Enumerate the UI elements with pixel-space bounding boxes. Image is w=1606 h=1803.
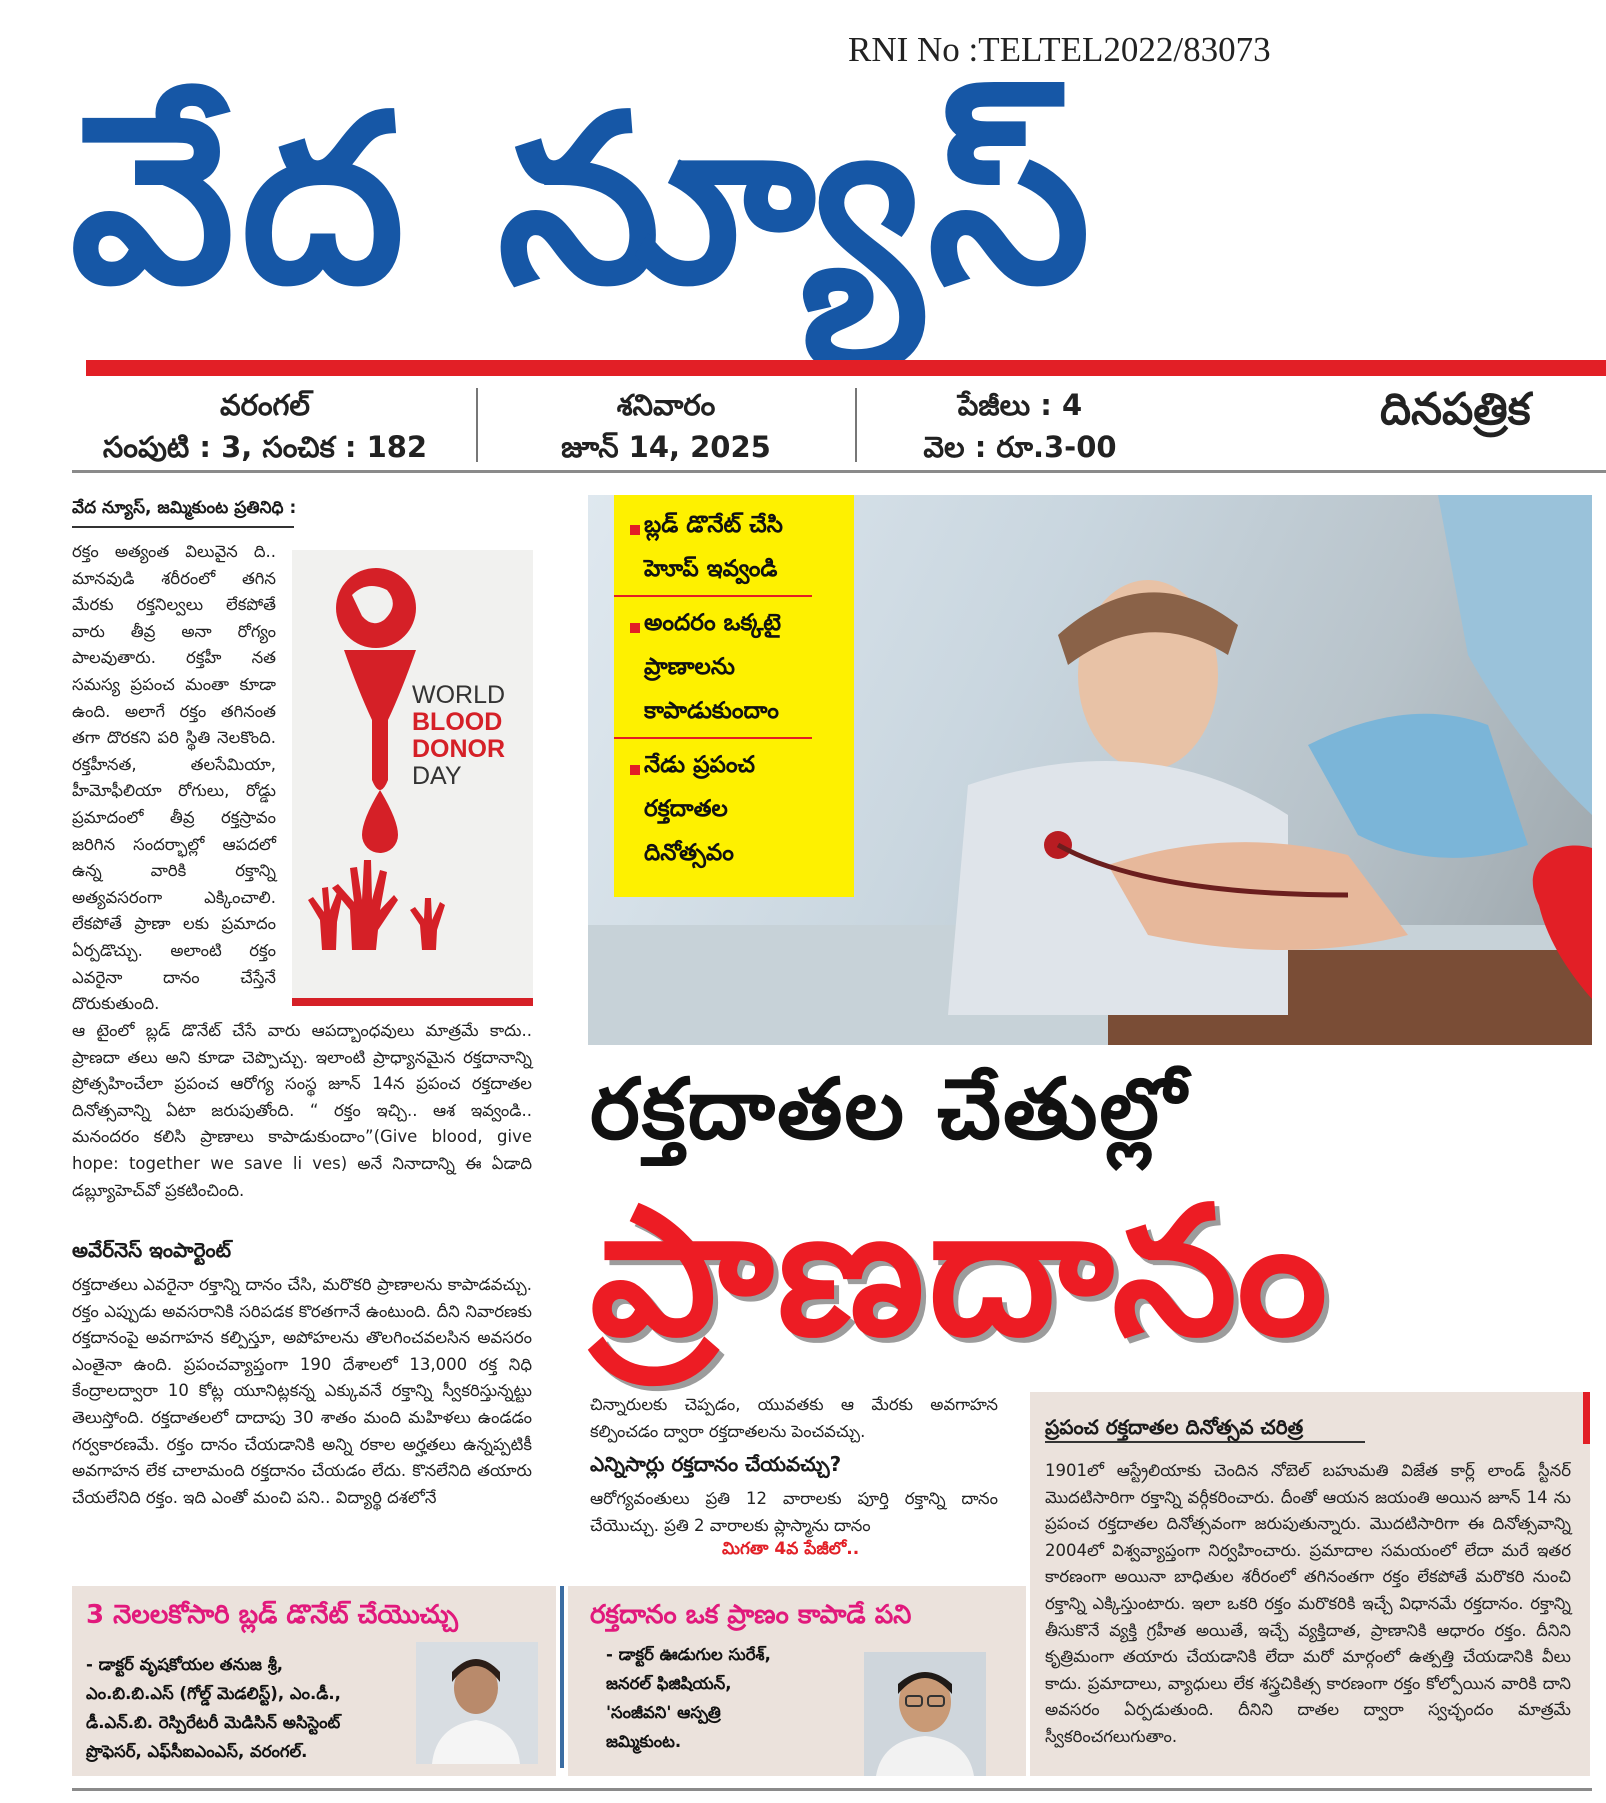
byline-underline: [72, 526, 294, 528]
bullet-icon: [630, 765, 640, 775]
awareness-body: రక్తదాతలు ఎవరైనా రక్తాన్ని దానం చేసి, మరొకరి ప్రాణాలను కాపాడవచ్చు. రక్తం ఎప్పుడు అవసరానికి సరిపడక కొరతగానే ఉంటుంది. దీని నివారణకు రక్తదానంపై అవగాహన కల్పిస్తూ, అపోహలను తొలగించవలసిన అవసరం ఎంతైనా ఉంది. ప్రపంచవ్యాప్తంగా 190 దేశాలలో 13,000 రక్త నిధి కేంద్రాలద్వారా 10 కోట్ల యూనిట్లకన్న ఎక్కువనే రక్తాన్ని స్వీకరిస్తున్నట్టు తెలుస్తోంది. రక్తదాతలలో దాదాపు 30 శాతం మంది మహిళలు ఉండడం గర్వకారణమే. రక్తం దానం చేయడానికి అన్ని రకాల అర్హతలు ఉన్నప్పటికీ అవగాహన లేక చాలామంది రక్తదానం చేయడం లేదు. కొనలేనిది తయారు చేయలేనిది రక్తం. ఇది ఎంతో మంచి పని.. విద్యార్థి దశలోనే: [72, 1275, 532, 1507]
highlight-2-line-3: కాపాడుకుందాం: [644, 698, 779, 724]
page-bottom-rule: [72, 1788, 1592, 1791]
poster-line-day: DAY: [412, 762, 462, 790]
doctor-avatar-icon: [416, 1642, 538, 1764]
byline: వేద న్యూస్, జమ్మికుంట ప్రతినిధి :: [72, 498, 297, 518]
highlight-3-line-1: నేడు ప్రపంచ: [644, 752, 755, 778]
highlight-3-line-3: దినోత్సవం: [644, 840, 734, 866]
world-blood-donor-day-poster: [292, 550, 533, 1006]
history-body: 1901లో ఆస్ట్రేలియాకు చెందిన నోబెల్ బహుమతి విజేత కార్ల్ లాండ్ స్టీనర్ మొదటిసారిగా రక్తాన్ని వర్గీకరించారు. దీంతో ఆయన జయంతి అయిన జూన్ 14 ను ప్రపంచ రక్తదాతల దినోత్సవంగా జరుపుతున్నారు. మొదటిసారిగా ఈ దినోత్సవాన్ని 2004లో విశ్వవ్యాప్తంగా నిర్వహించారు. ప్రమాదాల సమయంలో లేదా మరే ఇతర కారణంగా అయినా బాధితుల శరీరంలో తగినంతగా రక్తం లేకపోతే మరొకరి నుంచి రక్తాన్ని ఎక్కిస్తుంటారు. ఇలా ఒకరి రక్తం మరొకరికి ఇచ్చే విధానమే రక్తదానం. రక్తాన్ని తీసుకొనే వ్యక్తి గ్రహీత అయితే, ఇచ్చే వ్యక్తిదాత, ప్రాణానికి ఆధారం రక్తం. దీనిని కృత్రిమంగా తయారు చేయడానికి లేదా మరో మార్గంలో ఉత్పత్తి చేయడానికి వీలు కాదు. ప్రమాదాలు, వ్యాధులు లేక శస్త్రచికిత్స కారణంగా రక్తం కోల్పోయిన వారికి దాని అవసరం ఏర్పడుతుంది. దీనిని దాతల ద్వారా స్వచ్ఛందం మాత్రమే స్వీకరించగలుగుతాం.: [1045, 1461, 1571, 1746]
bullet-icon: [630, 623, 640, 633]
doctor-2-line: జమ్మికుంట.: [606, 1732, 682, 1751]
history-underline: [1045, 1441, 1365, 1443]
doctor-2-credentials: [606, 1640, 856, 1756]
daily-label: దినపత్రిక: [1380, 384, 1531, 435]
highlights-box: [614, 495, 854, 897]
doctor-1-title: 3 నెలలకోసారి బ్లడ్ డొనేట్ చేయొచ్చు: [86, 1600, 458, 1630]
masthead-red-rule: [86, 360, 1606, 376]
highlight-1-line-1: బ్లడ్ డొనేట్ చేసి: [644, 512, 783, 538]
doctor-1-line: ప్రొఫెసర్, ఎఫ్‌సీఐఎంఎస్, వరంగల్.: [86, 1742, 308, 1761]
doctor-2-line: - డాక్టర్ ఊడుగుల సురేశ్,: [606, 1645, 771, 1664]
issue-date: జూన్ 14, 2025: [561, 430, 771, 464]
rni-number: RNI No :TELTEL2022/83073: [848, 30, 1271, 69]
doctor-2-title: రక్తదానం ఒక ప్రాణం కాపాడే పని: [590, 1600, 912, 1630]
highlight-2-line-1: అందరం ఒక్కటై: [644, 610, 782, 636]
poster-title: [412, 682, 505, 790]
doctor-1-line: - డాక్టర్ వృషకోయల తనుజ శ్రీ,: [86, 1655, 284, 1674]
poster-bottom-bar: [292, 998, 533, 1006]
weekday: శనివారం: [616, 388, 716, 422]
donation-frequency-text: ఆరోగ్యవంతులు ప్రతి 12 వారాలకు పూర్తి రక్తాన్ని దానం చేయొచ్చు. ప్రతి 2 వారాలకు ప్లాస్మాను దానం: [590, 1489, 998, 1535]
highlight-divider: [614, 737, 812, 739]
history-heading: ప్రపంచ రక్తదాతల దినోత్సవ చరిత్ర: [1045, 1415, 1304, 1439]
article-lead: రక్తం అత్యంత విలువైన ది.. మానవుడి శరీరంలో తగిన మేరకు రక్తనిల్వలు లేకపోతే వారు తీవ్ర అనా రోగ్యం పాలవుతారు. రక్తహీ నత సమస్య ప్రపంచ మంతా కూడా ఉంది. అలాగే రక్తం తగినంత తగా దొరకని పరి స్థితి నెలకొంది. రక్తహీనత, తలసేమియా, హీమోఫీలియా రోగులు, రోడ్డు ప్రమాదంలో తీవ్ర రక్తస్రావం జరిగిన సందర్భాల్లో ఆపదలో ఉన్న వారికి రక్తాన్ని అత్యవసరంగా ఎక్కించాలి. లేకపోతే ప్రాణా లకు ప్రమాదం ఏర్పడొచ్చు. అలాంటి రక్తం ఎవరైనా దానం చేస్తేనే దొరుకుతుంది.: [72, 542, 276, 1014]
donation-frequency-heading: ఎన్నిసార్లు రక్తదానం చేయవచ్చు?: [590, 1452, 842, 1476]
masthead-bottom-rule: [72, 470, 1606, 473]
newspaper-title: వేద న్యూస్: [70, 65, 1097, 335]
poster-line-world: WORLD: [412, 681, 506, 709]
edition-place: వరంగల్: [220, 388, 310, 422]
highlight-1-line-2: హెూప్ ఇవ్వండి: [644, 556, 778, 582]
price: వెల : రూ.3-00: [923, 430, 1117, 464]
article-middle-text: చిన్నారులకు చెప్పడం, యువతకు ఆ మేరకు అవగాహన కల్పించడం ద్వారా రక్తదాతలను పెంచవచ్చు.: [590, 1395, 998, 1441]
continued-on-page: మిగతా 4వ పేజీలో..: [722, 1539, 860, 1559]
doctor-1-line: డీ.ఎన్.బి. రెస్పిరేటరీ మెడిసిన్ అసిస్టెంట్: [86, 1713, 341, 1732]
article-lead-continued: ఆ టైంలో బ్లడ్ డొనేట్ చేసే వారు ఆపద్బాంధవులు మాత్రమే కాదు.. ప్రాణదా తలు అని కూడా చెప్పొచ్చు. ఇలాంటి ప్రాధ్యానమైన రక్తదానాన్ని ప్రోత్సహించేలా ప్రపంచ ఆరోగ్య సంస్థ జూన్ 14న ప్రపంచ రక్తదాతల దినోత్సవాన్ని ఏటా జరుపుతోంది. “ రక్తం ఇచ్చి.. ఆశ ఇవ్వండి.. మనందరం కలిసి ప్రాణాలు కాపాడుకుందాం”(Give blood, give hope: together we save li ves) అనే నినాదాన్ని ఈ ఏడాది డబ్ల్యూహెచ్‌వో ప్రకటించింది.: [72, 1021, 532, 1200]
doctor-2-line: 'సంజీవని' ఆస్పత్రి: [606, 1703, 721, 1722]
headline-line-2: ప్రాణదానం: [590, 1168, 1332, 1375]
poster-line-blood: BLOOD: [412, 708, 503, 736]
doctor-1-photo: [416, 1642, 538, 1764]
volume-issue: సంపుటి : 3, సంచిక : 182: [102, 430, 428, 464]
headline-line-1: రక్తదాతల చేతుల్లో: [590, 1060, 1188, 1158]
bullet-icon: [630, 525, 640, 535]
highlight-3-line-2: రక్తదాతల: [644, 796, 728, 822]
doctor-1-credentials: [86, 1650, 416, 1766]
history-accent-bar: [1583, 1392, 1590, 1444]
awareness-heading: అవేర్‌నెస్ ఇంపార్టెంట్: [72, 1238, 232, 1262]
header-divider: [855, 388, 857, 462]
header-divider: [476, 388, 478, 462]
poster-line-donor: DONOR: [412, 735, 506, 763]
doctor-2-photo: [864, 1652, 986, 1776]
highlight-2-line-2: ప్రాణాలను: [644, 654, 735, 680]
doctor-avatar-icon: [864, 1652, 986, 1776]
doctor-2-line: జనరల్ ఫిజిషియన్,: [606, 1674, 732, 1693]
page-count: పేజీలు : 4: [957, 388, 1083, 422]
highlight-divider: [614, 595, 812, 597]
doctor-1-line: ఎం.బి.బి.ఎస్ (గోల్డ్ మెడలిస్ట్), ఎం.డీ.,: [86, 1684, 341, 1703]
doctor-box-divider: [560, 1586, 564, 1768]
